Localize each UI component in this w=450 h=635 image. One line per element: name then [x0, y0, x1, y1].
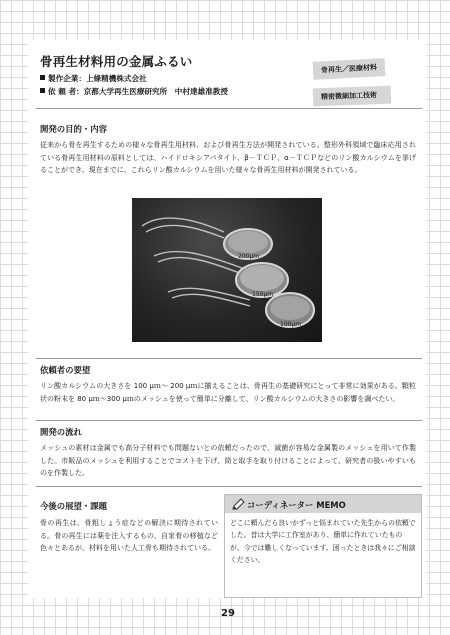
client-text: 依 頼 者：京都大学再生医療研究所 中村達雄准教授 — [48, 87, 228, 96]
request-text: リン酸カルシウムの大きさを 100 μｍ〜 200 μｍに揃えることは、骨再生の基礎研究にとって非常に効果がある。顆粒状の粉末を 80 μｍ〜300 μｍのメッシュを使って簡単に分離して、リン酸カルシウムの大きさの影響を調べたい。 — [40, 382, 416, 403]
tag-technology: 精密微細加工技術 — [313, 86, 392, 107]
memo-title: コーディネーター MEMO — [247, 500, 346, 510]
purpose-text: 従来から骨を再生するための様々な骨再生用材料、および骨再生方法が開発されている。整形外科領域で臨床応用されている骨再生用材料の原料としては、ハイドロキシアパタイト、β－ＴＣＰ、α－ＴＣＰなどのリン酸カルシウムを挙げることができ、現在までに、これらリン酸カルシウムを用いた様々な骨再生用材料が開発されている。 — [40, 141, 416, 175]
company-line — [40, 73, 147, 84]
bullet-square-icon — [40, 75, 45, 80]
outlook-text: 骨の再生は、骨粗しょう症などの解決に期待されている。骨の再生には薬を注入するもの、自家骨の移植など色々とあるが、材料を用いた人工骨も期待されている。 — [40, 519, 218, 553]
product-photo — [132, 198, 322, 342]
page-number: 29 — [221, 608, 235, 619]
company-text: 製作企業：上條精機株式会社 — [48, 74, 147, 83]
bullet-square-icon — [40, 88, 45, 93]
tag-field: 骨再生／医療材料 — [313, 58, 386, 80]
divider — [36, 108, 422, 109]
memo-text: どこに頼んだら良いかずっと悩まれていた先生からの依頼でした。昔は大学に工作室があり、簡単に作れていたものが、今では難しくなっています。困ったときは我々にご相談ください。 — [230, 519, 416, 565]
content-card — [28, 40, 426, 619]
outlook-heading: 今後の展望・課題 — [40, 501, 107, 511]
client-line — [40, 86, 228, 97]
sieve-label-1: 200μm — [238, 253, 260, 260]
pencil-icon — [231, 498, 245, 511]
flow-text: メッシュの素材は金属でも高分子材料でも問題ないとの依頼だったので、滅菌が容易な金属製のメッシュを用いて作製した。市販品のメッシュを利用することでコストを下げ、筒と取手を取り付けることによって、研究者の扱いやすいものを作製した。 — [40, 444, 416, 478]
purpose-heading: 開発の目的・内容 — [40, 124, 107, 134]
coordinator-memo — [224, 494, 422, 598]
flow-heading: 開発の流れ — [40, 427, 82, 437]
sieve-label-3: 100μm — [280, 321, 302, 328]
divider — [36, 358, 422, 359]
page-title: 骨再生材料用の金属ふるい — [40, 54, 193, 69]
sieve-illustration — [132, 198, 322, 342]
divider — [36, 486, 422, 487]
divider — [36, 420, 422, 421]
request-heading: 依頼者の要望 — [40, 365, 91, 375]
sieve-label-2: 150μm — [252, 291, 274, 298]
